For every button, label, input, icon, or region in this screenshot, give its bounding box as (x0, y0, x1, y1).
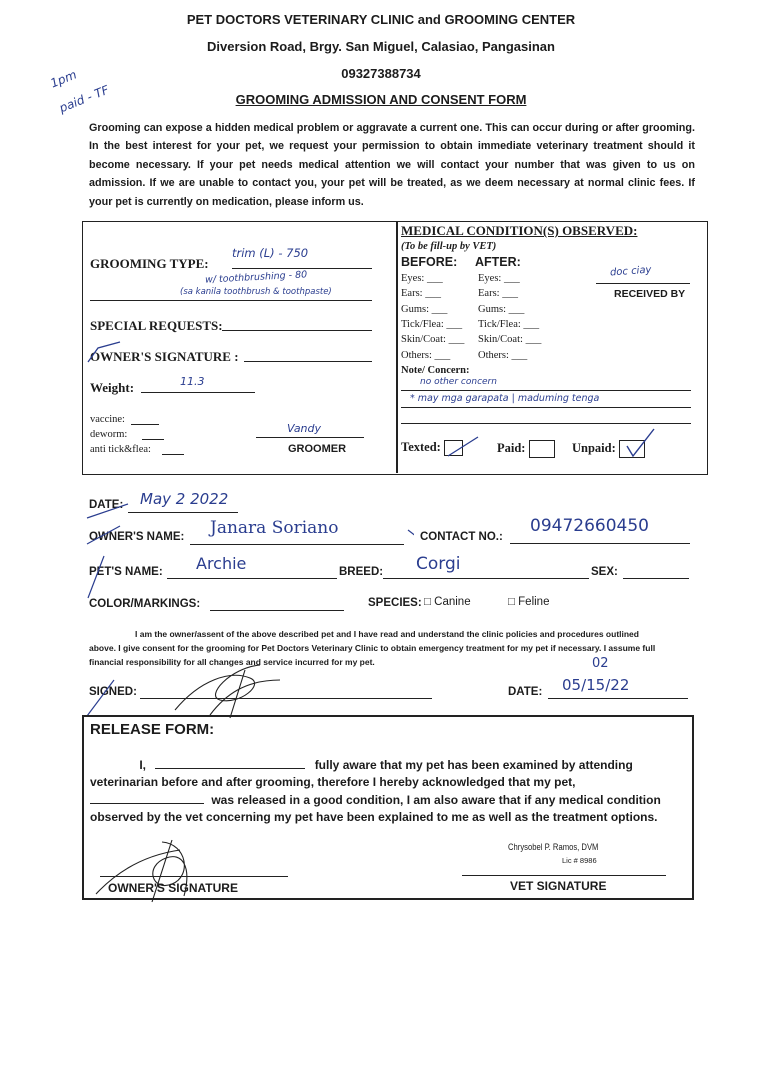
before-ears[interactable]: Ears: ___ (401, 288, 441, 299)
after-eyes-label: Eyes: (478, 273, 502, 284)
after-gums[interactable]: Gums: ___ (478, 304, 525, 315)
release-owner-signature-drawing (92, 836, 222, 906)
date-line[interactable] (128, 512, 238, 513)
owner-signature-line[interactable] (244, 361, 372, 362)
owner-signature-label: OWNER'S SIGNATURE : (90, 349, 239, 364)
clinic-address: Diversion Road, Brgy. San Miguel, Calasiao, Pangasinan (207, 39, 555, 54)
paid-option[interactable] (497, 440, 555, 458)
consent-line-2: above. I give consent for the grooming for Pet Doctors Veterinary Clinic to obtain emergency treatment for my pet if necessary. I assume full (89, 643, 656, 653)
pet-checkmark-icon (84, 552, 120, 602)
owner-signature-drawing (170, 660, 290, 720)
release-i-label: I, (139, 758, 146, 772)
texted-label: Texted: (401, 440, 441, 454)
after-ears-label: Ears: (478, 288, 500, 299)
groomer-name: Vandy (287, 422, 322, 435)
date-value: May 2 2022 (140, 490, 229, 508)
release-name-blank[interactable] (155, 756, 305, 769)
release-pet-blank[interactable] (90, 791, 204, 804)
groomer-line[interactable] (256, 437, 364, 438)
before-tickflea[interactable]: Tick/Flea: ___ (401, 319, 463, 330)
release-line-4: observed by the vet concerning my pet have been explained to me as well as the treatment options. (90, 810, 658, 824)
pet-name-value: Archie (196, 554, 247, 573)
grooming-type-value[interactable]: trim (L) - 750 (232, 246, 309, 260)
weight-line[interactable] (141, 392, 255, 393)
unpaid-label: Unpaid: (572, 440, 616, 455)
note-line-1: no other concern (420, 377, 497, 387)
after-ears[interactable]: Ears: ___ (478, 288, 518, 299)
date-label: DATE: (89, 499, 124, 511)
medical-subtitle: (To be fill-up by VET) (401, 241, 497, 252)
color-line[interactable] (210, 610, 344, 611)
vet-sig-label: VET SIGNATURE (510, 879, 607, 893)
species-label: SPECIES: (368, 597, 422, 609)
antitick-label: anti tick&flea: (90, 444, 151, 455)
release-line-1 (90, 756, 686, 774)
intro-paragraph: Grooming can expose a hidden medical problem or aggravate a current one. This can occur during or after grooming. In the best interest for your pet, we request your permission to obtain immediate veterinary treatment should it become necessary. If your pet needs medical attention we will contact your number that was given to us on admission. If we are unable to contact you, your pet will be treated, as we deem necessary at normal clinic fees. If your pet is currently on medication, please inform us. (89, 122, 695, 208)
before-eyes[interactable]: Eyes: ___ (401, 273, 443, 284)
special-requests-label: SPECIAL REQUESTS: (90, 318, 223, 333)
color-label: COLOR/MARKINGS: (89, 598, 201, 610)
before-skincoat-label: Skin/Coat: (401, 334, 446, 345)
note-rule-2[interactable] (401, 407, 691, 408)
after-tickflea[interactable]: Tick/Flea: ___ (478, 319, 540, 330)
pet-name-line[interactable] (167, 578, 337, 579)
paid-label: Paid: (497, 440, 526, 455)
consent-line-3: financial responsibility for all changes and service incurred for my pet. (89, 657, 375, 667)
release-line-1-text: fully aware that my pet has been examined by attending (314, 758, 633, 772)
owner-sig-line[interactable] (100, 876, 288, 877)
release-paragraph (90, 756, 686, 826)
groomer-label: GROOMER (288, 443, 347, 455)
note-rule-3[interactable] (401, 423, 691, 424)
received-by-value: doc ciay (609, 264, 652, 279)
margin-note-paid: paid - TF (57, 82, 111, 116)
contact-value: 09472660450 (530, 516, 649, 536)
unpaid-checkmark-icon (622, 426, 658, 460)
consent-date-correction: 02 (592, 656, 609, 671)
checkmark-icon (84, 338, 124, 368)
before-tickflea-label: Tick/Flea: (401, 319, 444, 330)
grooming-type-label: GROOMING TYPE: (90, 256, 209, 271)
received-by-label: RECEIVED BY (614, 288, 686, 300)
vet-stamp-lic: Lic # 8986 (562, 856, 597, 865)
release-line-2: veterinarian before and after grooming, therefore I hereby acknowledged that my pet, (90, 775, 576, 789)
release-top-rule (82, 715, 694, 717)
pet-name-label: PET'S NAME: (89, 566, 163, 578)
contact-line[interactable] (510, 543, 690, 544)
signed-checkmark-icon (84, 676, 144, 720)
before-gums-label: Gums: (401, 304, 430, 315)
after-others[interactable]: Others: ___ (478, 350, 528, 361)
consent-date-value: 05/15/22 (562, 676, 630, 694)
grooming-type-addon[interactable]: w/ toothbrushing - 80 (204, 269, 308, 286)
sex-label: SEX: (591, 566, 618, 578)
species-feline-option[interactable]: □ Feline (508, 596, 550, 608)
vet-stamp-name: Chrysobel P. Ramos, DVM (508, 842, 599, 852)
weight-label: Weight: (90, 380, 135, 395)
vaccine-label: vaccine: (90, 414, 125, 425)
after-skincoat[interactable]: Skin/Coat: ___ (478, 334, 542, 345)
before-others-label: Others: (401, 350, 432, 361)
species-canine-label: Canine (434, 596, 471, 608)
owner-sig-label: OWNER'S SIGNATURE (108, 881, 238, 895)
release-line-3-text: was released in a good condition, I am also aware that if any medical condition (211, 793, 661, 807)
species-canine-option[interactable]: □ Canine (424, 596, 471, 608)
breed-label: BREED: (339, 566, 384, 578)
after-tickflea-label: Tick/Flea: (478, 319, 521, 330)
signed-label: SIGNED: (89, 686, 137, 698)
breed-value: Corgi (416, 554, 461, 574)
grooming-type-line-2 (90, 300, 372, 301)
weight-value: 11.3 (180, 375, 205, 388)
form-title: GROOMING ADMISSION AND CONSENT FORM (235, 92, 527, 107)
paid-checkbox[interactable] (529, 440, 555, 458)
release-title: RELEASE FORM: (90, 721, 215, 738)
release-line-3 (90, 791, 686, 809)
after-skincoat-label: Skin/Coat: (478, 334, 523, 345)
special-requests-line[interactable] (222, 330, 372, 331)
consent-date-label: DATE: (508, 686, 543, 698)
owner-checkmark-icon (84, 520, 414, 552)
contact-label: CONTACT NO.: (420, 531, 503, 543)
before-eyes-label: Eyes: (401, 273, 425, 284)
owner-name-value: Janara Soriano (210, 518, 339, 538)
after-gums-label: Gums: (478, 304, 507, 315)
note-rule-1[interactable] (401, 390, 691, 391)
before-skincoat[interactable]: Skin/Coat: ___ (401, 334, 465, 345)
texted-checkmark-icon (445, 434, 481, 460)
before-ears-label: Ears: (401, 288, 423, 299)
after-label: AFTER: (475, 255, 521, 269)
box-divider (396, 221, 398, 473)
consent-line-1: I am the owner/assent of the above described pet and I have read and understand the clinic policies and procedures outlined (135, 629, 639, 639)
species-feline-label: Feline (518, 596, 550, 608)
medical-title: MEDICAL CONDITION(S) OBSERVED: (401, 223, 638, 238)
release-right-rule (692, 715, 694, 899)
vaccine-line[interactable] (131, 424, 159, 425)
before-gums[interactable]: Gums: ___ (401, 304, 448, 315)
breed-line[interactable] (383, 578, 589, 579)
before-others[interactable]: Others: ___ (401, 350, 451, 361)
grooming-type-note[interactable]: (sa kanila toothbrush & toothpaste) (180, 287, 332, 297)
owner-name-label: OWNER'S NAME: (89, 531, 185, 543)
note-line-2: * may mga garapata | maduming tenga (410, 393, 600, 404)
sex-line[interactable] (623, 578, 689, 579)
clinic-phone: 09327388734 (341, 66, 421, 81)
note-label: Note/ Concern: (401, 365, 470, 376)
clinic-name: PET DOCTORS VETERINARY CLINIC and GROOMING CENTER (186, 12, 576, 27)
after-others-label: Others: (478, 350, 509, 361)
release-left-rule (82, 715, 84, 899)
antitick-line[interactable] (162, 454, 184, 455)
after-eyes[interactable]: Eyes: ___ (478, 273, 520, 284)
received-by-line[interactable] (596, 283, 690, 284)
consent-date-line[interactable] (548, 698, 688, 699)
vet-sig-line[interactable] (462, 875, 666, 876)
before-label: BEFORE: (401, 255, 458, 269)
deworm-label: deworm: (90, 429, 128, 440)
margin-note-time: 1pm (48, 67, 79, 91)
deworm-line[interactable] (142, 439, 164, 440)
